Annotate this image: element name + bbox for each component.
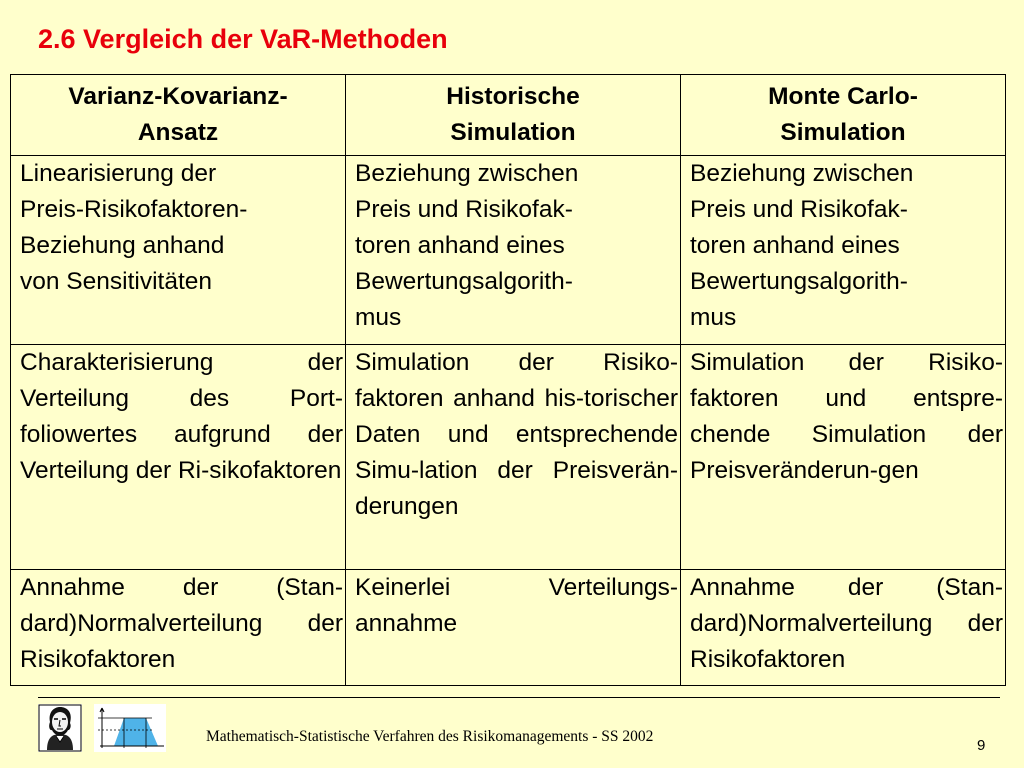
header-historische-simulation: Historische Simulation xyxy=(346,75,681,156)
table-cell: Beziehung zwischen Preis und Risikofak- toren anhand eines Bewertungsalgorith- mus xyxy=(681,156,1006,345)
slide-title: 2.6 Vergleich der VaR-Methoden xyxy=(38,24,448,54)
table-cell: Simulation der Risiko-faktoren und entspre-chende Simulation der Preisveränderun-gen xyxy=(681,345,1006,570)
table-cell: Charakterisierung der Verteilung des Port-foliowertes aufgrund der Verteilung der Ri-sikofaktoren xyxy=(11,345,346,570)
page-number: 9 xyxy=(977,737,986,754)
footer-divider xyxy=(38,697,1000,698)
table-row xyxy=(11,156,1006,345)
table-cell: Annahme der (Stan-dard)Normalverteilung der Risikofaktoren xyxy=(681,570,1006,686)
table-cell: Annahme der (Stan-dard)Normalverteilung der Risikofaktoren xyxy=(11,570,346,686)
table-cell: Linearisierung der Preis-Risikofaktoren- Beziehung anhand von Sensitivitäten xyxy=(11,156,346,345)
table-header-row xyxy=(11,75,1006,156)
var-methods-table xyxy=(10,74,1006,686)
trapezoid-distribution-logo-icon xyxy=(94,704,166,752)
table-row xyxy=(11,570,1006,686)
table-cell: Keinerlei Verteilungs-annahme xyxy=(346,570,681,686)
table-cell: Simulation der Risiko-faktoren anhand his-torischer Daten und entsprechende Simu-lation der Preisverän-derungen xyxy=(346,345,681,570)
table-cell: Beziehung zwischen Preis und Risikofak- toren anhand eines Bewertungsalgorith- mus xyxy=(346,156,681,345)
table-row xyxy=(11,345,1006,570)
footer-text: Mathematisch-Statistische Verfahren des Risikomanagements - SS 2002 xyxy=(206,728,654,745)
goethe-portrait-icon xyxy=(38,704,82,752)
header-monte-carlo: Monte Carlo- Simulation xyxy=(681,75,1006,156)
header-varianz-kovarianz: Varianz-Kovarianz- Ansatz xyxy=(11,75,346,156)
